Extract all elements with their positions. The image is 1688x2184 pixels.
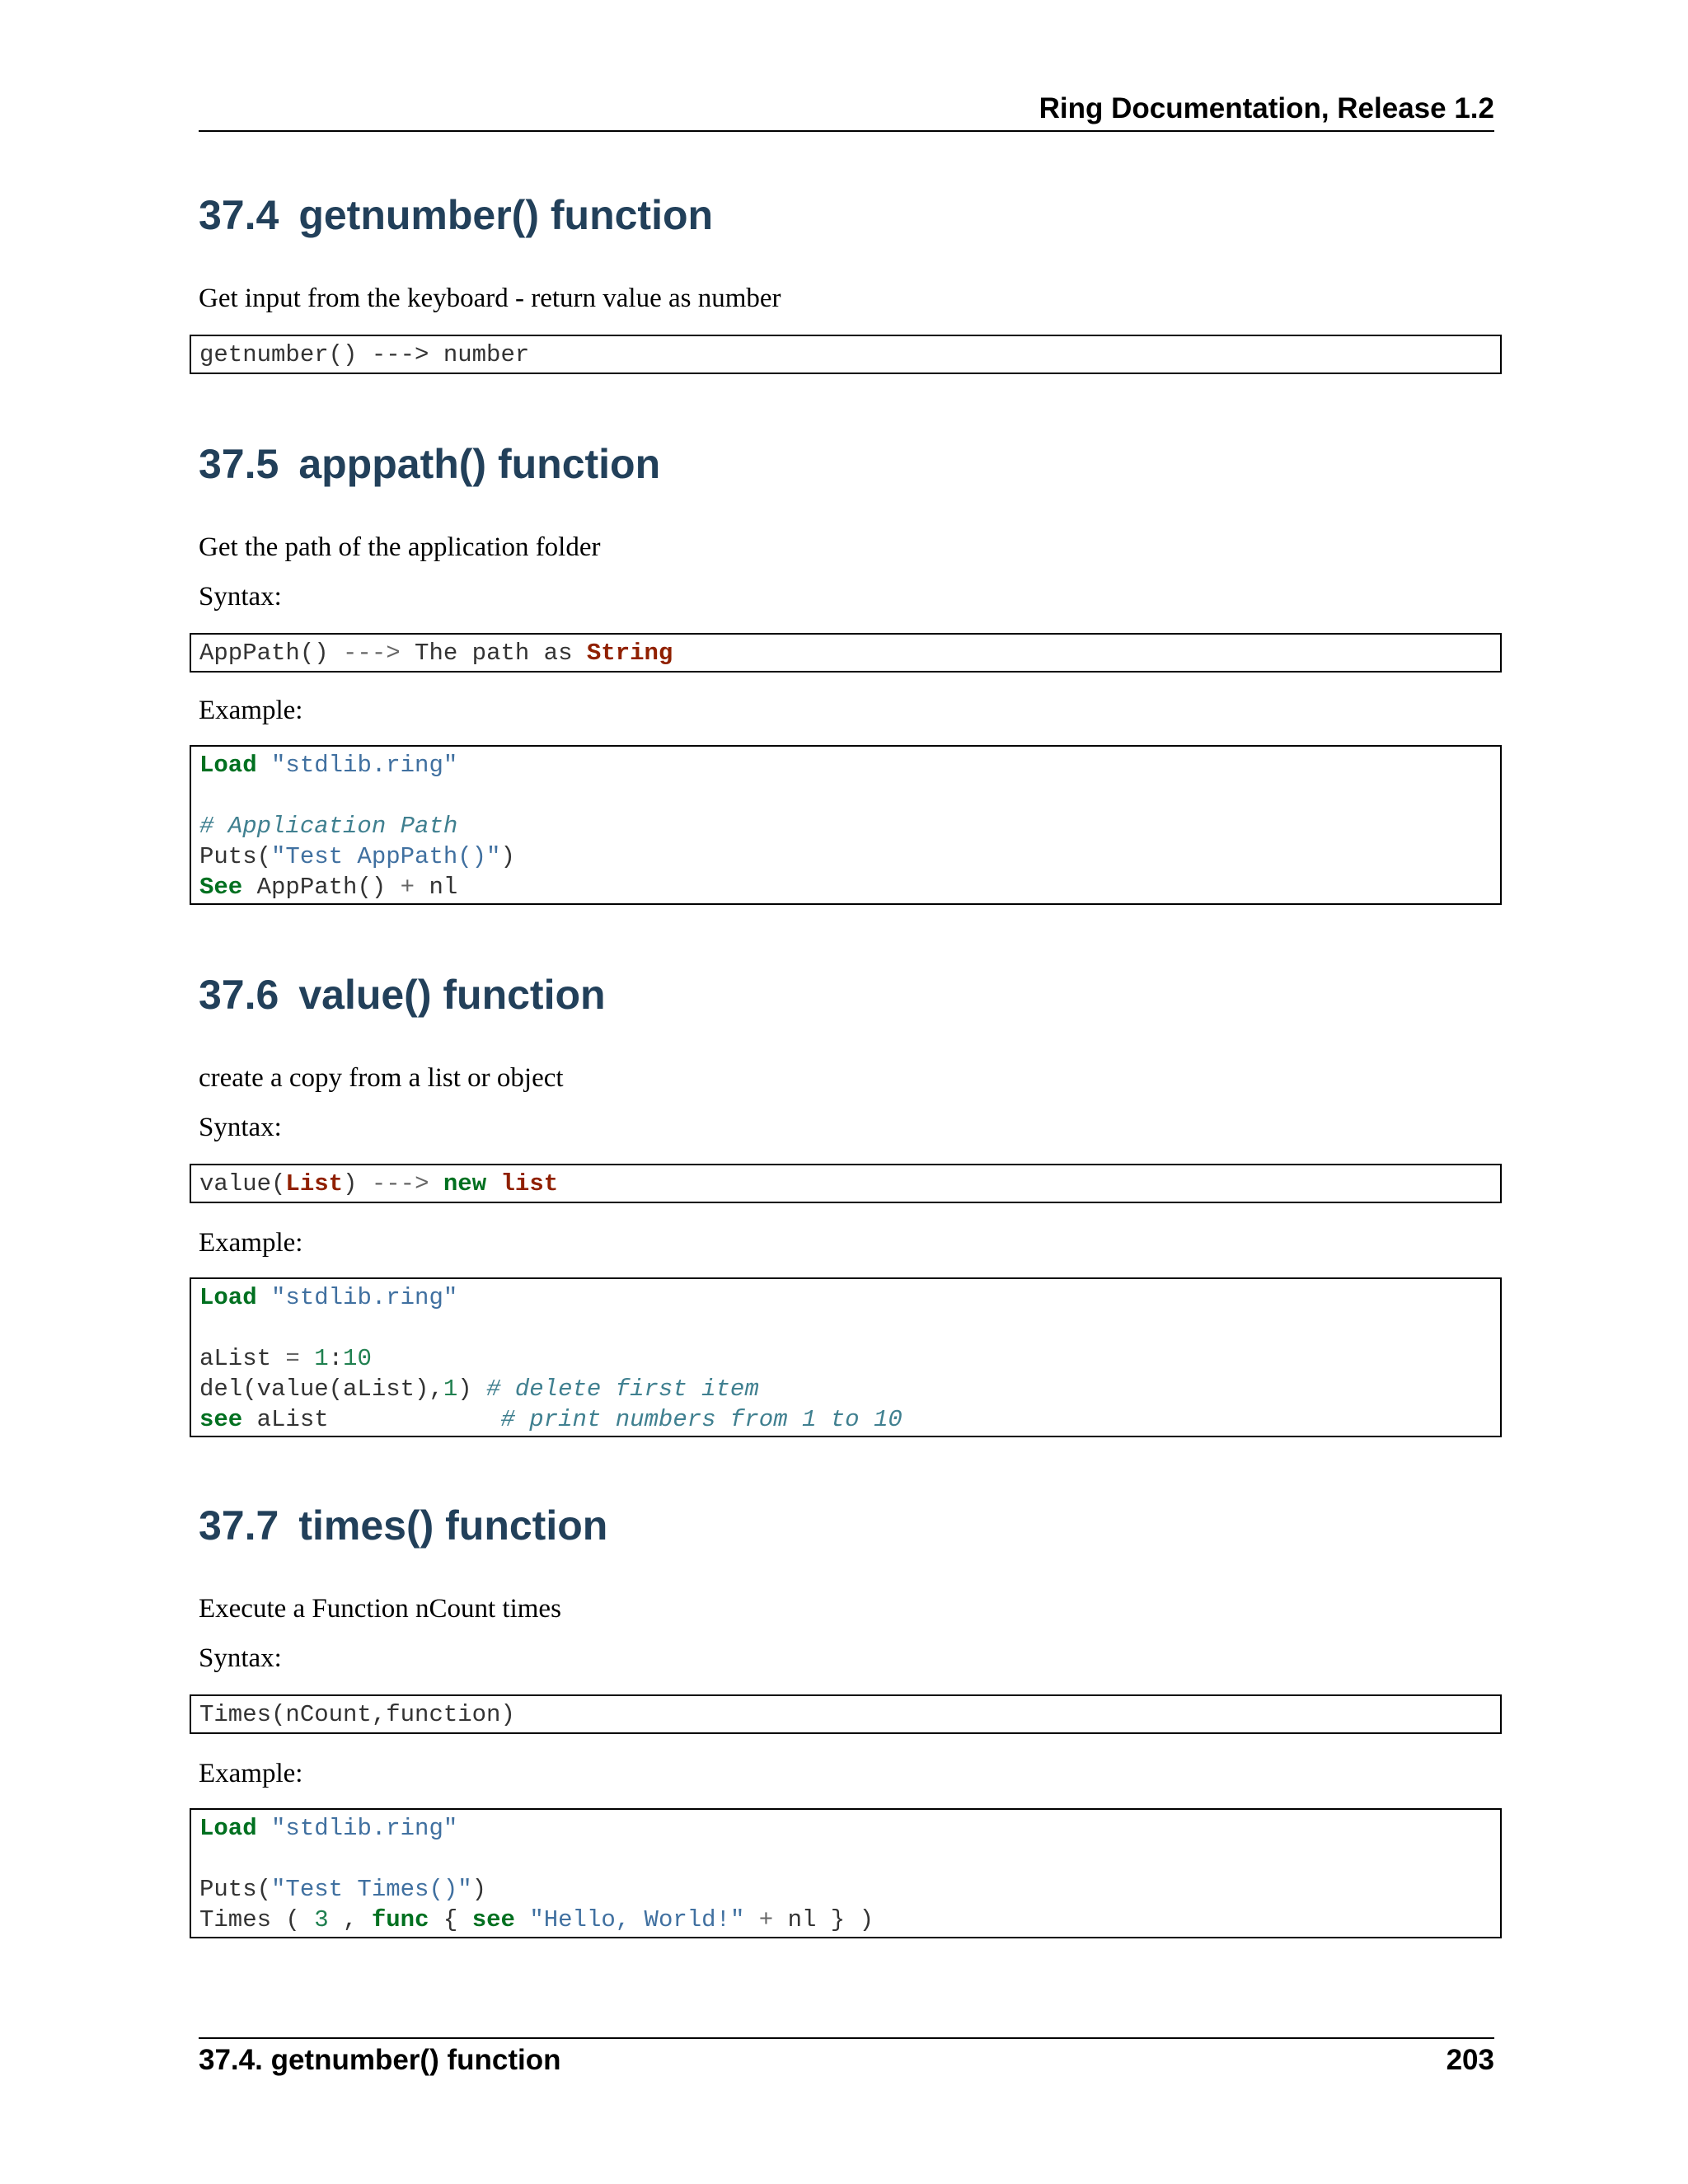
code-segment: 1 <box>443 1376 458 1403</box>
code-block-example <box>190 745 1502 905</box>
code-line <box>199 1813 1492 1844</box>
code-segment: Times ( <box>199 1906 315 1933</box>
code-line: Times(nCount,function) <box>199 1701 515 1728</box>
section-heading-apppath <box>199 440 660 488</box>
code-line <box>199 841 1492 872</box>
code-line <box>199 750 1492 780</box>
section-title: times() function <box>298 1502 608 1549</box>
section-number: 37.6 <box>199 972 279 1018</box>
code-segment: aList <box>242 1406 501 1433</box>
section-number: 37.4 <box>199 192 279 238</box>
code-segment: # print numbers from 1 to 10 <box>500 1406 903 1433</box>
code-segment: see <box>199 1406 243 1433</box>
code-segment: del(value(aList), <box>199 1376 443 1403</box>
code-line <box>199 811 1492 841</box>
code-block-syntax <box>190 633 1502 673</box>
code-segment: # delete first item <box>486 1376 759 1403</box>
section-description: Execute a Function nCount times <box>199 1594 561 1624</box>
code-segment: "Test Times()" <box>271 1876 472 1903</box>
code-segment: + <box>758 1906 774 1933</box>
code-line <box>199 1169 1492 1199</box>
code-segment: 1 <box>314 1345 329 1372</box>
running-header: Ring Documentation, Release 1.2 <box>1039 92 1494 124</box>
example-label: Example: <box>199 1759 303 1788</box>
code-line <box>199 1343 1492 1374</box>
code-line <box>199 1404 1492 1435</box>
code-segment: + <box>400 874 415 901</box>
section-heading-value <box>199 971 606 1019</box>
code-segment: 3 <box>314 1906 329 1933</box>
code-segment: The path as <box>400 640 587 667</box>
example-label: Example: <box>199 696 303 725</box>
code-segment: Load <box>199 752 257 779</box>
code-segment <box>744 1906 758 1933</box>
code-segment <box>515 1906 529 1933</box>
code-segment: See <box>199 874 243 901</box>
code-line <box>199 872 1492 902</box>
section-description: Get the path of the application folder <box>199 532 601 562</box>
code-segment <box>257 1815 271 1842</box>
code-segment: "stdlib.ring" <box>271 752 458 779</box>
code-block-syntax <box>190 1694 1502 1734</box>
code-segment <box>257 1284 271 1311</box>
code-segment: "stdlib.ring" <box>271 1815 458 1842</box>
code-segment <box>486 1170 500 1197</box>
code-line <box>199 1905 1492 1935</box>
code-line: getnumber() ---> number <box>199 341 530 368</box>
code-segment: list <box>500 1170 559 1197</box>
section-title: value() function <box>298 972 606 1018</box>
section-description: create a copy from a list or object <box>199 1063 564 1093</box>
syntax-label: Syntax: <box>199 1113 282 1142</box>
section-number: 37.7 <box>199 1502 279 1549</box>
code-segment: nl } ) <box>773 1906 874 1933</box>
code-segment: Puts( <box>199 1876 272 1903</box>
code-segment: aList <box>199 1345 286 1372</box>
code-block-example <box>190 1808 1502 1938</box>
code-segment: AppPath() <box>199 640 344 667</box>
code-segment: List <box>285 1170 344 1197</box>
syntax-label: Syntax: <box>199 582 282 612</box>
header-divider <box>199 130 1494 132</box>
code-segment: ) <box>457 1376 487 1403</box>
code-segment: # Application Path <box>199 813 458 840</box>
code-segment: value( <box>199 1170 286 1197</box>
code-segment: = <box>285 1345 300 1372</box>
code-segment: ---> <box>343 640 401 667</box>
code-line <box>199 1874 1492 1905</box>
section-heading-times <box>199 1502 607 1549</box>
code-segment: see <box>471 1906 515 1933</box>
syntax-label: Syntax: <box>199 1643 282 1673</box>
code-segment: Puts( <box>199 843 272 870</box>
code-segment: ) <box>500 843 515 870</box>
section-title: getnumber() function <box>298 192 714 238</box>
code-block-syntax <box>190 335 1502 374</box>
code-segment: , <box>328 1906 372 1933</box>
code-line <box>199 638 1492 668</box>
code-segment: ) <box>343 1170 372 1197</box>
code-segment: "stdlib.ring" <box>271 1284 458 1311</box>
code-segment: "Hello, World!" <box>529 1906 745 1933</box>
section-title: apppath() function <box>298 441 661 487</box>
code-segment: ---> <box>371 1170 429 1197</box>
code-line <box>199 1374 1492 1404</box>
example-label: Example: <box>199 1228 303 1258</box>
code-block-example <box>190 1277 1502 1437</box>
footer-divider <box>199 2037 1494 2039</box>
code-line <box>199 780 1492 811</box>
code-segment: { <box>429 1906 472 1933</box>
page-number: 203 <box>1446 2044 1494 2076</box>
code-segment: new <box>443 1170 487 1197</box>
code-segment: AppPath() <box>242 874 401 901</box>
section-number: 37.5 <box>199 441 279 487</box>
code-segment: func <box>371 1906 429 1933</box>
code-segment: String <box>586 640 673 667</box>
code-line <box>199 1313 1492 1343</box>
code-segment: nl <box>415 874 458 901</box>
section-heading-getnumber <box>199 191 713 239</box>
code-block-syntax <box>190 1164 1502 1203</box>
section-description: Get input from the keyboard - return value as number <box>199 284 781 313</box>
code-segment: Load <box>199 1284 257 1311</box>
code-segment: ) <box>471 1876 487 1903</box>
code-line <box>199 1282 1492 1313</box>
code-segment <box>300 1345 314 1372</box>
code-segment: "Test AppPath()" <box>271 843 501 870</box>
footer-section-title: 37.4. getnumber() function <box>199 2044 561 2076</box>
code-segment <box>257 752 271 779</box>
code-segment: : <box>328 1345 344 1372</box>
code-line <box>199 1844 1492 1874</box>
code-segment <box>429 1170 443 1197</box>
code-segment: 10 <box>343 1345 372 1372</box>
code-segment: Load <box>199 1815 257 1842</box>
